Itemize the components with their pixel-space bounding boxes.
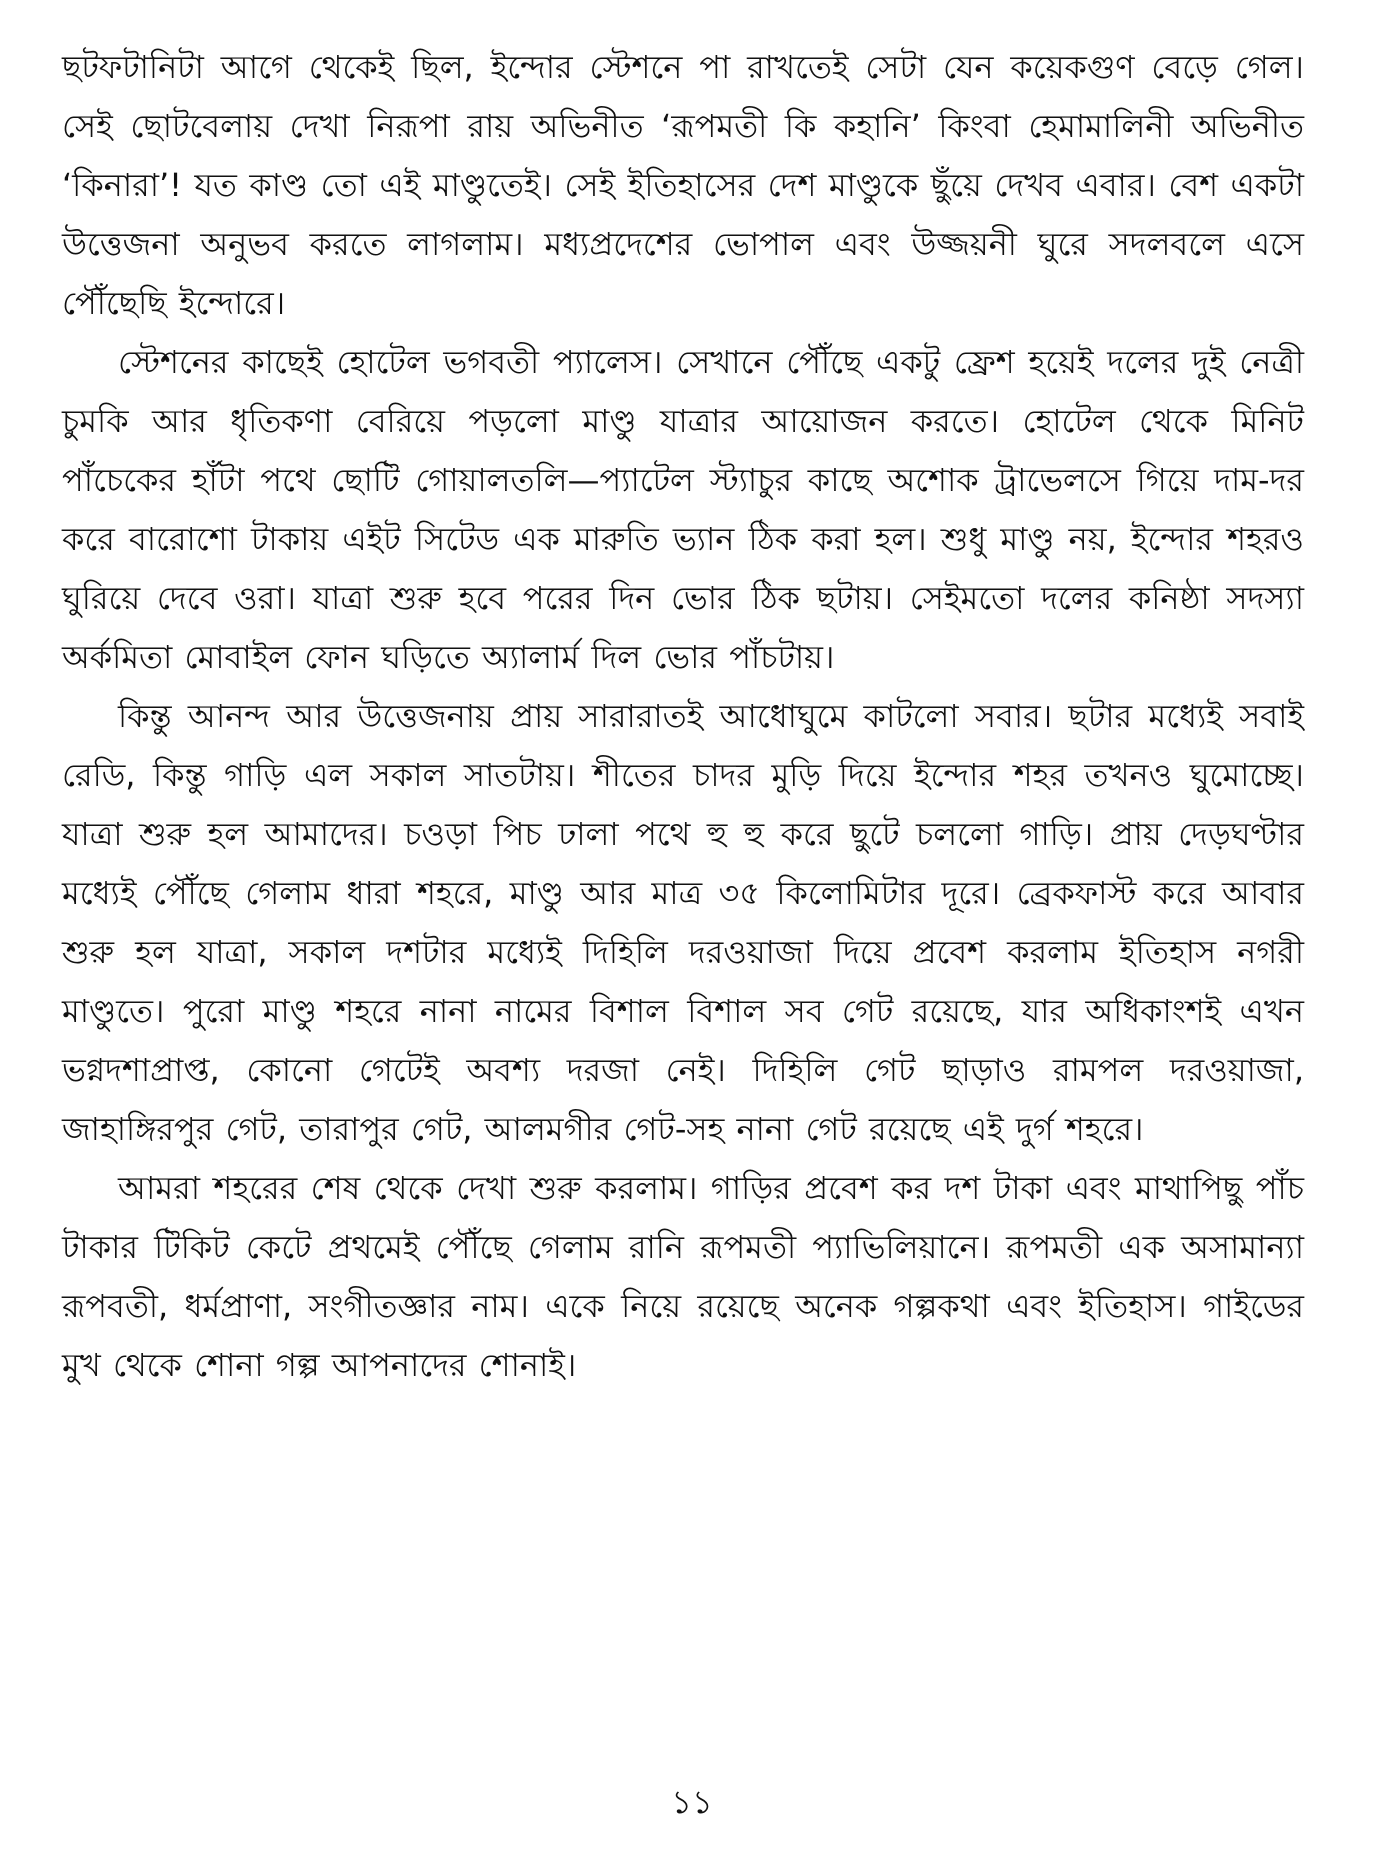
page-number: ১১ [671, 1783, 713, 1821]
paragraph-1: ছটফটানিটা আগে থেকেই ছিল, ইন্দোর স্টেশনে পা রাখতেই সেটা যেন কয়েকগুণ বেড়ে গেল। সেই ছোটবেলায় দেখা নিরূপা রায় অভিনীত ‘রূপমতী কি কহানি’ কিংবা হেমামালিনী অভিনীত ‘কিনারা’! যত কাণ্ড তো এই মাণ্ডুতেই। সেই ইতিহাসের দেশ মাণ্ডুকে ছুঁয়ে দেখব এবার। বেশ একটা উত্তেজনা অনুভব করতে লাগলাম। মধ্যপ্রদেশের ভোপাল এবং উজ্জয়নী ঘুরে সদলবলে এসে পৌঁছেছি ইন্দোরে। [62, 48, 1304, 322]
paragraph-2: স্টেশনের কাছেই হোটেল ভগবতী প্যালেস। সেখানে পৌঁছে একটু ফ্রেশ হয়েই দলের দুই নেত্রী চুমকি আর ধৃতিকণা বেরিয়ে পড়লো মাণ্ডু যাত্রার আয়োজন করতে। হোটেল থেকে মিনিট পাঁচেকের হাঁটা পথে ছোটি গোয়ালতলি—প্যাটেল স্ট্যাচুর কাছে অশোক ট্রাভেলসে গিয়ে দাম-দর করে বারোশো টাকায় এইট সিটেড এক মারুতি ভ্যান ঠিক করা হল। শুধু মাণ্ডু নয়, ইন্দোর শহরও ঘুরিয়ে দেবে ওরা। যাত্রা শুরু হবে পরের দিন ভোর ঠিক ছটায়। সেইমতো দলের কনিষ্ঠা সদস্যা অর্কমিতা মোবাইল ফোন ঘড়িতে অ্যালার্ম দিল ভোর পাঁচটায়। [62, 343, 1304, 676]
body-text [62, 38, 1304, 1395]
paragraph-3: কিন্তু আনন্দ আর উত্তেজনায় প্রায় সারারাতই আধোঘুমে কাটলো সবার। ছটার মধ্যেই সবাই রেডি, কিন্তু গাড়ি এল সকাল সাতটায়। শীতের চাদর মুড়ি দিয়ে ইন্দোর শহর তখনও ঘুমোচ্ছে। যাত্রা শুরু হল আমাদের। চওড়া পিচ ঢালা পথে হু হু করে ছুটে চললো গাড়ি। প্রায় দেড়ঘণ্টার মধ্যেই পৌঁছে গেলাম ধারা শহরে, মাণ্ডু আর মাত্র ৩৫ কিলোমিটার দূরে। ব্রেকফাস্ট করে আবার শুরু হল যাত্রা, সকাল দশটার মধ্যেই দিহিলি দরওয়াজা দিয়ে প্রবেশ করলাম ইতিহাস নগরী মাণ্ডুতে। পুরো মাণ্ডু শহরে নানা নামের বিশাল বিশাল সব গেট রয়েছে, যার অধিকাংশই এখন ভগ্নদশাপ্রাপ্ত, কোনো গেটেই অবশ্য দরজা নেই। দিহিলি গেট ছাড়াও রামপল দরওয়াজা, জাহাঙ্গিরপুর গেট, তারাপুর গেট, আলমগীর গেট-সহ নানা গেট রয়েছে এই দুর্গ শহরে। [62, 697, 1304, 1148]
paragraph-4: আমরা শহরের শেষ থেকে দেখা শুরু করলাম। গাড়ির প্রবেশ কর দশ টাকা এবং মাথাপিছু পাঁচ টাকার টিকিট কেটে প্রথমেই পৌঁছে গেলাম রানি রূপমতী প্যাভিলিয়ানে। রূপমতী এক অসামান্যা রূপবতী, ধর্মপ্রাণা, সংগীতজ্ঞার নাম। একে নিয়ে রয়েছে অনেক গল্পকথা এবং ইতিহাস। গাইডের মুখ থেকে শোনা গল্প আপনাদের শোনাই। [62, 1169, 1304, 1384]
